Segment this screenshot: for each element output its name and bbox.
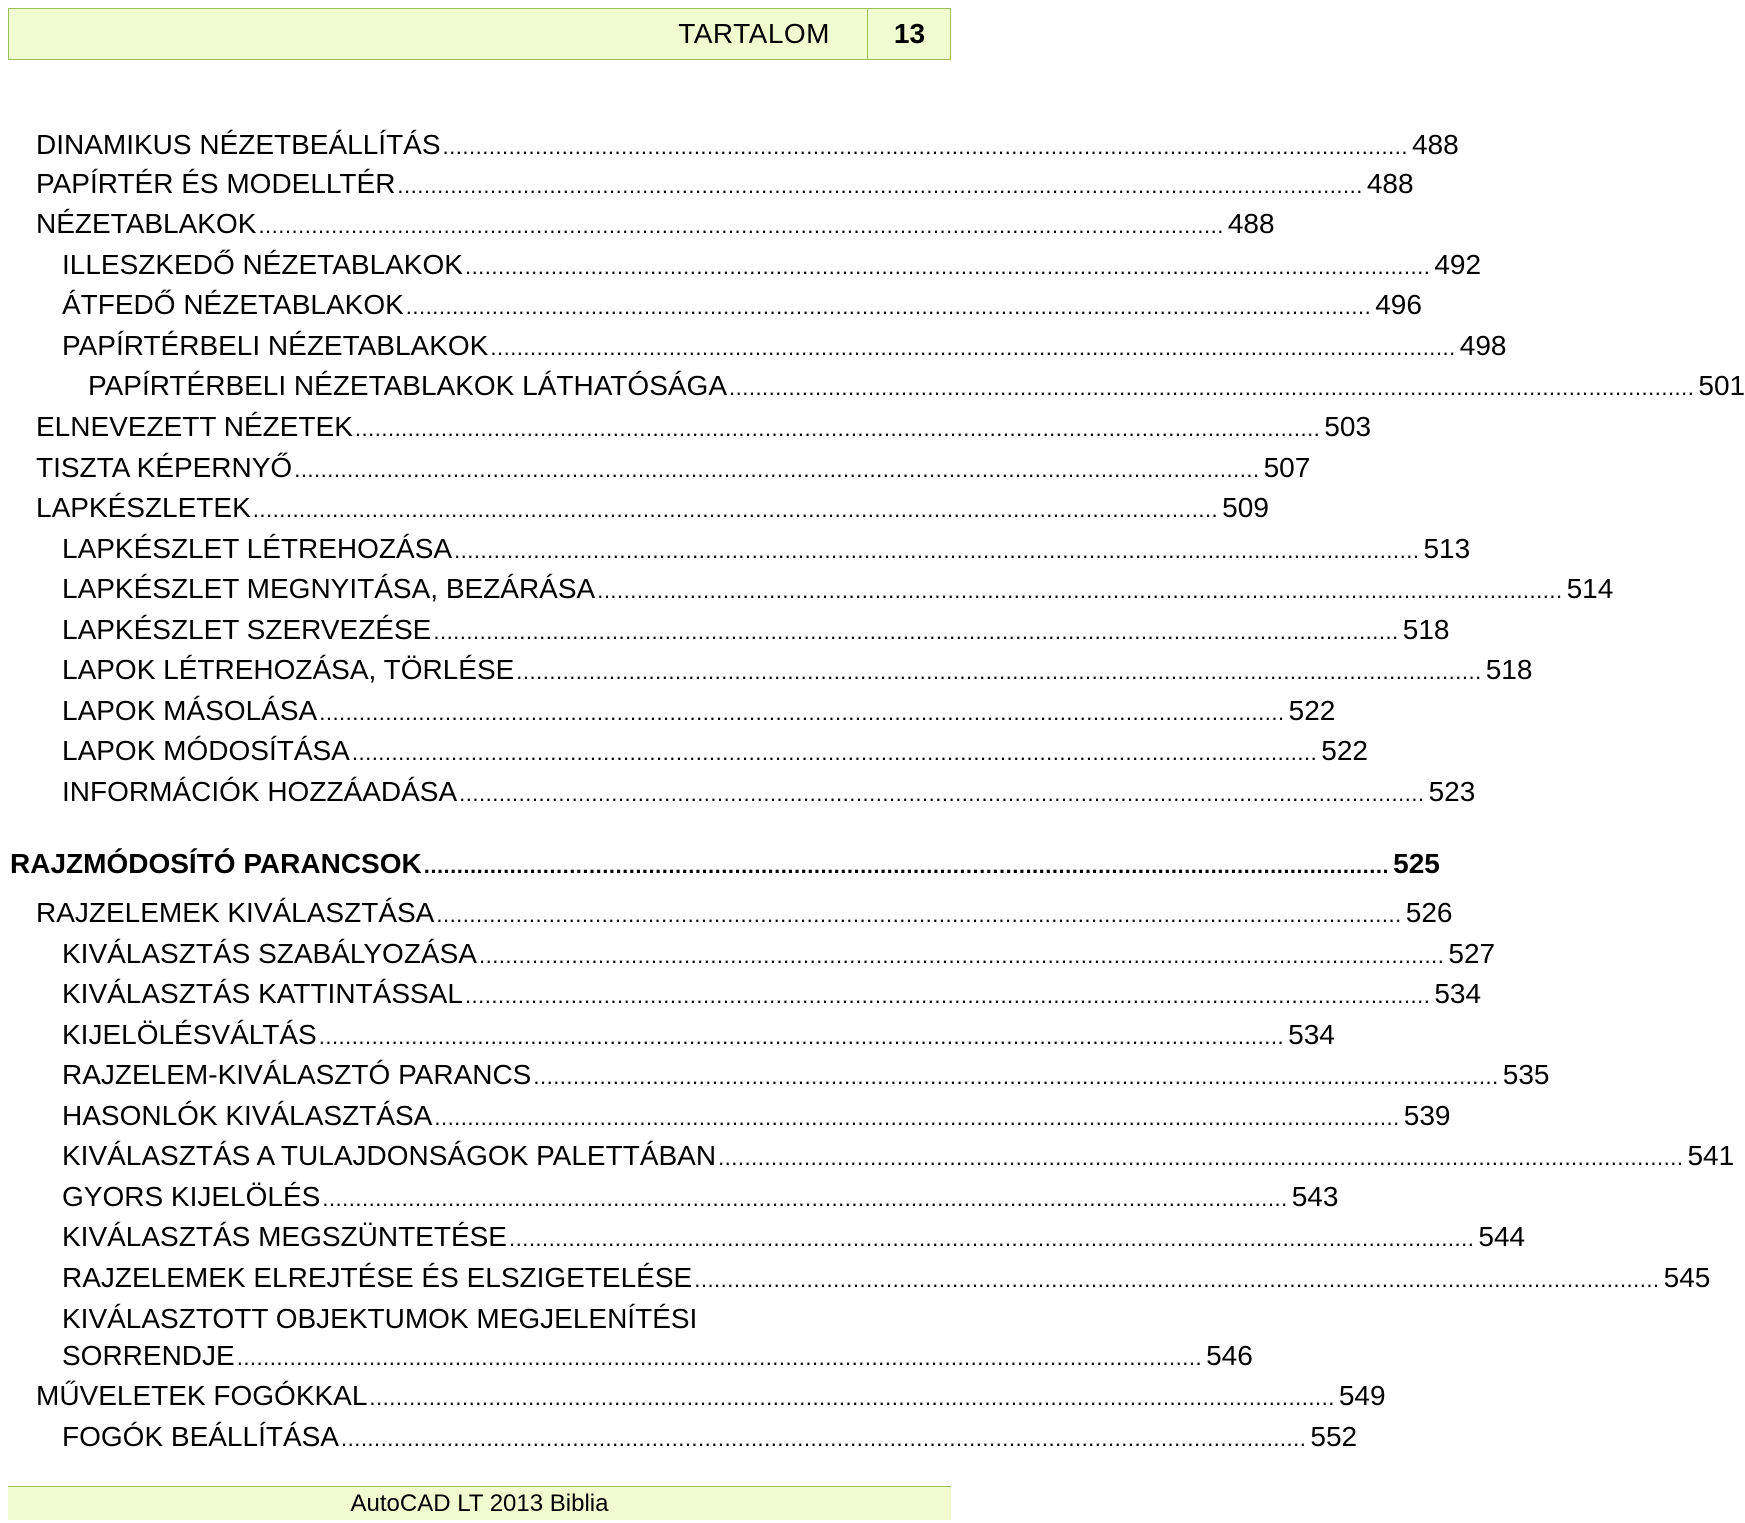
toc-entry[interactable]	[62, 1339, 1253, 1375]
toc-entry[interactable]	[62, 1018, 1335, 1054]
header-page-number: 13	[893, 18, 926, 49]
toc-entry-title: PAPÍRTÉRBELI NÉZETABLAKOK	[62, 330, 489, 361]
toc-leader: ..................................................................................................................................................	[423, 853, 1390, 878]
toc-entry[interactable]	[62, 977, 1482, 1013]
toc-entry-title: LAPOK MÁSOLÁSA	[62, 695, 318, 726]
toc-leader: ..................................................................................................................................................	[442, 134, 1408, 159]
toc-entry-title: RAJZELEMEK KIVÁLASZTÁSA	[36, 897, 435, 928]
toc-leader: ..................................................................................................................................................	[729, 375, 1695, 400]
toc-entry-page: 544	[1478, 1221, 1526, 1252]
toc-entry-page: 522	[1321, 735, 1368, 766]
toc-entry[interactable]	[62, 572, 1614, 608]
toc-entry-title: FOGÓK BEÁLLÍTÁSA	[62, 1421, 339, 1452]
toc-entry[interactable]	[62, 937, 1496, 973]
toc-entry-title: PAPÍRTÉR ÉS MODELLTÉR	[36, 168, 396, 199]
toc-entry-title: LAPOK LÉTREHOZÁSA, TÖRLÉSE	[62, 654, 515, 685]
toc-leader: ..................................................................................................................................................	[319, 700, 1285, 725]
toc-entry-page: 501	[1698, 370, 1745, 401]
toc-entry[interactable]	[36, 1379, 1386, 1415]
toc-leader: ..................................................................................................................................................	[533, 1064, 1499, 1089]
toc-entry-title: GYORS KIJELÖLÉS	[62, 1181, 321, 1212]
toc-entry-page: 535	[1502, 1059, 1550, 1090]
toc-leader: ..................................................................................................................................................	[459, 781, 1425, 806]
toc-entry[interactable]	[36, 896, 1453, 932]
toc-leader: ..................................................................................................................................................	[478, 943, 1445, 968]
toc-leader: ..................................................................................................................................................	[433, 619, 1399, 644]
toc-leader: ..................................................................................................................................................	[464, 254, 1431, 279]
toc-leader: ..................................................................................................................................................	[318, 1024, 1285, 1049]
toc-entry-page: 488	[1411, 129, 1459, 160]
toc-entry[interactable]	[62, 1180, 1339, 1216]
toc-entry[interactable]	[62, 532, 1471, 568]
toc-entry[interactable]	[62, 248, 1482, 284]
toc-entry-title: RAJZELEMEK ELREJTÉSE ÉS ELSZIGETELÉSE	[62, 1262, 693, 1293]
toc-entry-title: KIVÁLASZTÁS SZABÁLYOZÁSA	[62, 938, 477, 969]
toc-leader: ..................................................................................................................................................	[436, 902, 1402, 927]
toc-leader: ..................................................................................................................................................	[236, 1345, 1203, 1370]
toc-entry[interactable]	[62, 1139, 1735, 1175]
toc-leader: ..................................................................................................................................................	[694, 1267, 1660, 1292]
toc-leader: ..................................................................................................................................................	[369, 1385, 1335, 1410]
toc-entry[interactable]	[36, 451, 1311, 487]
toc-entry-title: DINAMIKUS NÉZETBEÁLLÍTÁS	[36, 129, 441, 160]
toc-entry-page: 522	[1288, 695, 1336, 726]
toc-entry[interactable]	[62, 329, 1507, 365]
toc-entry-title: LAPKÉSZLET LÉTREHOZÁSA	[62, 533, 453, 564]
toc-entry[interactable]	[36, 167, 1414, 203]
toc-entry-page: 549	[1338, 1380, 1386, 1411]
toc-entry-page: 543	[1291, 1181, 1339, 1212]
toc-entry-page: 492	[1434, 249, 1482, 280]
toc-entry-page: 534	[1288, 1019, 1335, 1050]
toc-entry[interactable]	[36, 491, 1269, 527]
toc-entry-title: MŰVELETEK FOGÓKKAL	[36, 1380, 368, 1411]
toc-entry-page: 513	[1423, 533, 1471, 564]
toc-leader: ..................................................................................................................................................	[354, 416, 1321, 441]
toc-entry[interactable]	[62, 1420, 1358, 1456]
toc-entry[interactable]	[62, 694, 1336, 730]
toc-entry-title: HASONLÓK KIVÁLASZTÁSA	[62, 1100, 433, 1131]
toc-entry-title: LAPKÉSZLET SZERVEZÉSE	[62, 614, 432, 645]
toc-entry-title: RAJZMÓDOSÍTÓ PARANCSOK	[10, 848, 422, 879]
toc-entry-page: 546	[1206, 1340, 1253, 1371]
toc-entry-page: 496	[1375, 289, 1422, 320]
toc-entry-title: LAPKÉSZLETEK	[36, 492, 251, 523]
toc-entry-page: 527	[1448, 938, 1496, 969]
toc-entry-page: 545	[1663, 1262, 1711, 1293]
toc-leader: ..................................................................................................................................................	[351, 740, 1318, 765]
toc-entry-page: 498	[1459, 330, 1507, 361]
toc-leader: ..................................................................................................................................................	[340, 1426, 1307, 1451]
toc-entry-title: RAJZELEM-KIVÁLASZTÓ PARANCS	[62, 1059, 532, 1090]
toc-leader: ..................................................................................................................................................	[597, 578, 1563, 603]
toc-entry-title: KIJELÖLÉSVÁLTÁS	[62, 1019, 317, 1050]
toc-leader: ..................................................................................................................................................	[508, 1226, 1475, 1251]
toc-entry-title: ÁTFEDŐ NÉZETABLAKOK	[62, 289, 404, 320]
toc-entry-page: 518	[1402, 614, 1450, 645]
toc-entry-page: 507	[1263, 452, 1311, 483]
toc-leader: ..................................................................................................................................................	[258, 213, 1224, 238]
toc-entry-title: KIVÁLASZTÁS KATTINTÁSSAL	[62, 978, 463, 1009]
toc-entry-title: ELNEVEZETT NÉZETEK	[36, 411, 353, 442]
toc-leader: ..................................................................................................................................................	[516, 659, 1482, 684]
toc-entry-page: 523	[1428, 776, 1476, 807]
toc-entry[interactable]	[62, 1220, 1526, 1256]
toc-entry-title: TISZTA KÉPERNYŐ	[36, 452, 293, 483]
toc-entry-title: ILLESZKEDŐ NÉZETABLAKOK	[62, 249, 463, 280]
page-footer: AutoCAD LT 2013 Biblia	[8, 1486, 951, 1520]
toc-entry-page: 541	[1687, 1140, 1735, 1171]
toc-entry[interactable]	[62, 1099, 1451, 1135]
toc-chapter-entry[interactable]	[10, 847, 1440, 883]
toc-leader: ..................................................................................................................................................	[464, 983, 1431, 1008]
toc-leader: ..................................................................................................................................................	[294, 457, 1260, 482]
toc-entry-title: SORRENDJE	[62, 1340, 235, 1371]
toc-entry-title: KIVÁLASZTÁS A TULAJDONSÁGOK PALETTÁBAN	[62, 1140, 717, 1171]
toc-entry[interactable]	[62, 653, 1533, 689]
toc-entry-title: LAPKÉSZLET MEGNYITÁSA, BEZÁRÁSA	[62, 573, 596, 604]
toc-entry-page: 509	[1222, 492, 1269, 523]
toc-entry-page: 488	[1366, 168, 1414, 199]
toc-entry[interactable]	[36, 128, 1459, 164]
header-title: TARTALOM	[678, 18, 830, 49]
toc-entry[interactable]	[62, 1261, 1711, 1297]
toc-entry[interactable]	[62, 775, 1476, 811]
toc-entry-page: 514	[1566, 573, 1614, 604]
toc-leader: ..................................................................................................................................................	[322, 1186, 1288, 1211]
toc-entry[interactable]	[62, 1058, 1550, 1094]
toc-entry-title-line1[interactable]: KIVÁLASZTOTT OBJEKTUMOK MEGJELENÍTÉSI	[62, 1303, 698, 1334]
toc-entry-title: INFORMÁCIÓK HOZZÁADÁSA	[62, 776, 458, 807]
toc-leader: ..................................................................................................................................................	[434, 1105, 1400, 1130]
toc-entry-page: 518	[1485, 654, 1533, 685]
toc-leader: ..................................................................................................................................................	[252, 497, 1219, 522]
toc-entry-page: 552	[1310, 1421, 1358, 1452]
toc-entry-page: 526	[1405, 897, 1453, 928]
toc-entry[interactable]	[88, 369, 1745, 405]
toc-leader: ..................................................................................................................................................	[405, 294, 1372, 319]
toc-leader: ..................................................................................................................................................	[397, 173, 1363, 198]
toc-entry-page: 503	[1324, 411, 1372, 442]
toc-entry-page: 525	[1393, 848, 1440, 879]
toc-entry[interactable]	[62, 288, 1422, 324]
toc-entry-title: PAPÍRTÉRBELI NÉZETABLAKOK LÁTHATÓSÁGA	[88, 370, 727, 401]
toc-leader: ..................................................................................................................................................	[718, 1145, 1684, 1170]
toc-leader: ..................................................................................................................................................	[454, 538, 1420, 563]
toc-entry[interactable]	[36, 207, 1275, 243]
toc-entry[interactable]	[62, 734, 1368, 770]
toc-entry-page: 488	[1227, 208, 1275, 239]
toc-leader: ..................................................................................................................................................	[490, 335, 1456, 360]
toc-entry-title: NÉZETABLAKOK	[36, 208, 257, 239]
toc-entry-title: LAPOK MÓDOSÍTÁSA	[62, 735, 350, 766]
toc-entry-page: 534	[1434, 978, 1482, 1009]
toc-entry-title: KIVÁLASZTÁS MEGSZÜNTETÉSE	[62, 1221, 507, 1252]
toc-entry[interactable]	[36, 410, 1372, 446]
toc-entry-page: 539	[1403, 1100, 1451, 1131]
toc-entry[interactable]	[62, 613, 1450, 649]
